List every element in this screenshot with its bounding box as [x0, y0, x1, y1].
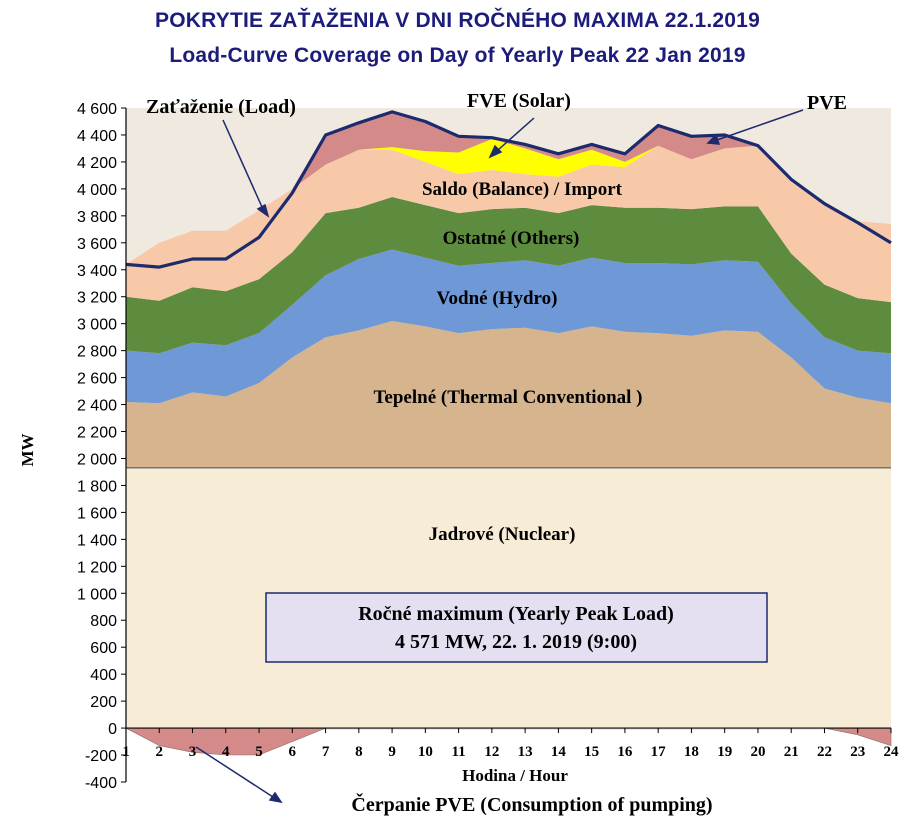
x-tick-label: 23: [850, 744, 866, 761]
x-tick-label: 1: [122, 744, 130, 761]
y-tick-label: 0: [108, 721, 117, 739]
area-pumping: [126, 728, 891, 755]
x-tick-label: 14: [550, 744, 566, 761]
pumping-layer: [126, 728, 891, 755]
solar-label: FVE (Solar): [467, 90, 571, 112]
y-tick-label: -400: [84, 775, 117, 792]
pumping-arrowhead: [270, 793, 281, 802]
x-tick-label: 6: [288, 744, 297, 761]
pve-label: PVE: [807, 92, 847, 114]
y-tick-label: 2 400: [76, 397, 117, 415]
x-tick-label: 15: [584, 744, 600, 761]
y-tick-label: 3 400: [76, 262, 117, 280]
x-tick-label: 20: [750, 744, 766, 761]
nuclear-label: Jadrové (Nuclear): [428, 524, 576, 545]
x-tick-label: 5: [255, 744, 263, 761]
y-axis-label: MW: [18, 433, 37, 467]
x-tick-label: 4: [222, 744, 230, 761]
y-axis-ticks: [77, 101, 126, 792]
peak-box-line1: Ročné maximum (Yearly Peak Load): [358, 603, 674, 625]
y-tick-label: 2 200: [76, 424, 117, 442]
y-tick-label: 2 800: [76, 343, 117, 361]
y-tick-label: 2 000: [76, 451, 117, 469]
x-tick-label: 12: [484, 744, 500, 761]
y-tick-label: 1 000: [76, 586, 117, 604]
x-tick-label: 3: [188, 744, 197, 761]
x-tick-label: 11: [451, 744, 466, 761]
thermal-label: Tepelné (Thermal Conventional ): [373, 387, 643, 408]
y-tick-label: 3 600: [76, 235, 117, 253]
y-tick-label: 4 400: [76, 127, 117, 145]
x-axis-label: Hodina / Hour: [462, 766, 568, 785]
y-tick-label: 1 600: [76, 505, 117, 523]
x-tick-label: 10: [417, 744, 433, 761]
pumping-label: Čerpanie PVE (Consumption of pumping): [351, 794, 713, 816]
x-tick-label: 9: [388, 744, 396, 761]
balance-label: Saldo (Balance) / Import: [421, 179, 623, 200]
hydro-label: Vodné (Hydro): [436, 288, 558, 309]
x-tick-label: 16: [617, 744, 633, 761]
x-tick-label: 7: [321, 744, 330, 761]
y-tick-label: 200: [90, 694, 117, 712]
chart-subtitle: Load-Curve Coverage on Day of Yearly Peak 22 Jan 2019: [169, 44, 746, 67]
x-tick-label: 22: [816, 744, 832, 761]
y-tick-label: 4 600: [76, 101, 117, 118]
x-tick-label: 21: [783, 744, 799, 761]
y-tick-label: 3 800: [76, 208, 117, 226]
y-tick-label: 800: [90, 613, 117, 631]
x-tick-label: 19: [717, 744, 733, 761]
y-tick-label: 1 800: [76, 478, 117, 496]
y-tick-label: 4 000: [76, 181, 117, 199]
y-tick-label: 3 000: [76, 316, 117, 334]
y-tick-label: 1 200: [76, 559, 117, 577]
y-tick-label: 1 400: [76, 532, 117, 550]
x-tick-label: 17: [650, 744, 666, 761]
y-tick-label: 2 600: [76, 370, 117, 388]
x-tick-label: 18: [683, 744, 699, 761]
peak-info-box: [266, 593, 767, 662]
y-tick-label: 3 200: [76, 289, 117, 307]
peak-box-line2: 4 571 MW, 22. 1. 2019 (9:00): [394, 631, 638, 653]
x-tick-label: 13: [517, 744, 533, 761]
chart-title: POKRYTIE ZAŤAŽENIA V DNI ROČNÉHO MAXIMA 22.1.2019: [155, 9, 760, 32]
x-tick-label: 24: [883, 744, 899, 761]
x-tick-label: 2: [155, 744, 164, 761]
load-label: Zaťaženie (Load): [146, 96, 296, 118]
y-tick-label: -200: [84, 748, 117, 766]
x-tick-label: 8: [355, 744, 363, 761]
y-tick-label: 600: [90, 640, 117, 658]
y-tick-label: 4 200: [76, 154, 117, 172]
y-tick-label: 400: [90, 667, 117, 685]
others-label: Ostatné (Others): [442, 228, 580, 249]
